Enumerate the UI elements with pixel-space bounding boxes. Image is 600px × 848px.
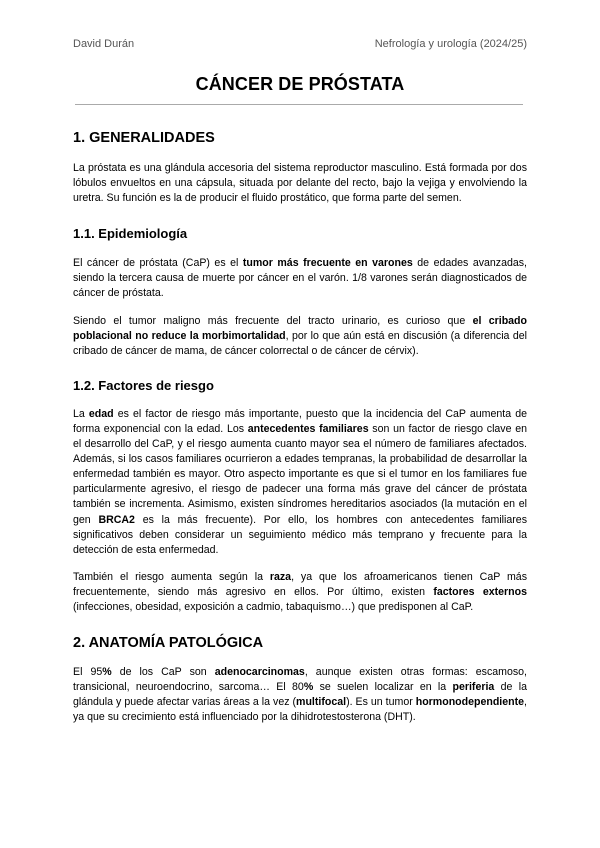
title-divider [75,104,523,105]
paragraph-anatomia-patologica: El 95% de los CaP son adenocarcinomas, aunque existen otras formas: escamoso, transicional, neuroendocrino, sarcoma… El 80% se suelen localizar en la periferia de la glándula y puede afectar varias áreas a la vez (multifocal). Es un tumor hormonodependiente, ya que su crecimiento está influenciado por la dihidrotestosterona (DHT). [73,666,527,724]
document-body [73,128,527,725]
subsection-heading-factores-riesgo: 1.2. Factores de riesgo [73,377,214,393]
paragraph-epidemiologia-2: Siendo el tumor maligno más frecuente del tracto urinario, es curioso que el cribado poblacional no reduce la morbimortalidad, por lo que aún está en discusión (a diferencia del cribado de cáncer de mama, de cáncer colorrectal o de cáncer de cérvix). [73,314,527,357]
section-heading-anatomia-patologica: 2. ANATOMÍA PATOLÓGICA [73,635,264,652]
subsection-heading-epidemiologia: 1.1. Epidemiología [73,226,188,242]
section-heading-generalidades: 1. GENERALIDADES [73,130,215,146]
paragraph-factores-riesgo-2: También el riesgo aumenta según la raza, ya que los afroamericanos tienen CaP más frecuentemente, siendo más agresivo en ellos. Por último, existen factores externos (infecciones, obesidad, exposición a cadmio, tabaquismo…) que predisponen al CaP. [73,570,527,613]
paragraph-factores-riesgo-1: La edad es el factor de riesgo más importante, puesto que la incidencia del CaP aumenta de forma exponencial con la edad. Los antecedentes familiares son un factor de riesgo clave en el desarrollo del CaP, y el riesgo aumenta cuanto mayor sea el número de familiares afectados. Además, si los casos familiares ocurrieron a edades tempranas, la probabilidad de desarrollar la enfermedad también es mayor. Otro aspecto importante es que si el tumor en los familiares fue particularmente agresivo, el riesgo de padecer una forma más grave del cáncer de próstata también se incrementa. Asimismo, existen síndromes hereditarios asociados (la mutación en el gen BRCA2 es la más frecuente). Por ello, los hombres con antecedentes familiares significativos deben considerar un seguimiento médico más temprano y frecuente para la detección de esta enfermedad. [73,407,527,556]
document-title: CÁNCER DE PRÓSTATA [195,74,405,94]
page-header [73,38,527,52]
paragraph-generalidades: La próstata es una glándula accesoria del sistema reproductor masculino. Está formada por dos lóbulos envueltos en una cápsula, situada por delante del recto, bajo la vejiga y envolviendo la uretra. Su función es la de producir el fluido prostático, que forma parte del semen. [73,162,527,205]
header-course: Nefrología y urología (2024/25) [374,38,527,50]
header-author: David Durán [73,38,135,50]
paragraph-epidemiologia-1: El cáncer de próstata (CaP) es el tumor más frecuente en varones de edades avanzadas, siendo la tercera causa de muerte por cáncer en el varón. 1/8 varones serán diagnosticados de cáncer de próstata. [73,257,528,300]
